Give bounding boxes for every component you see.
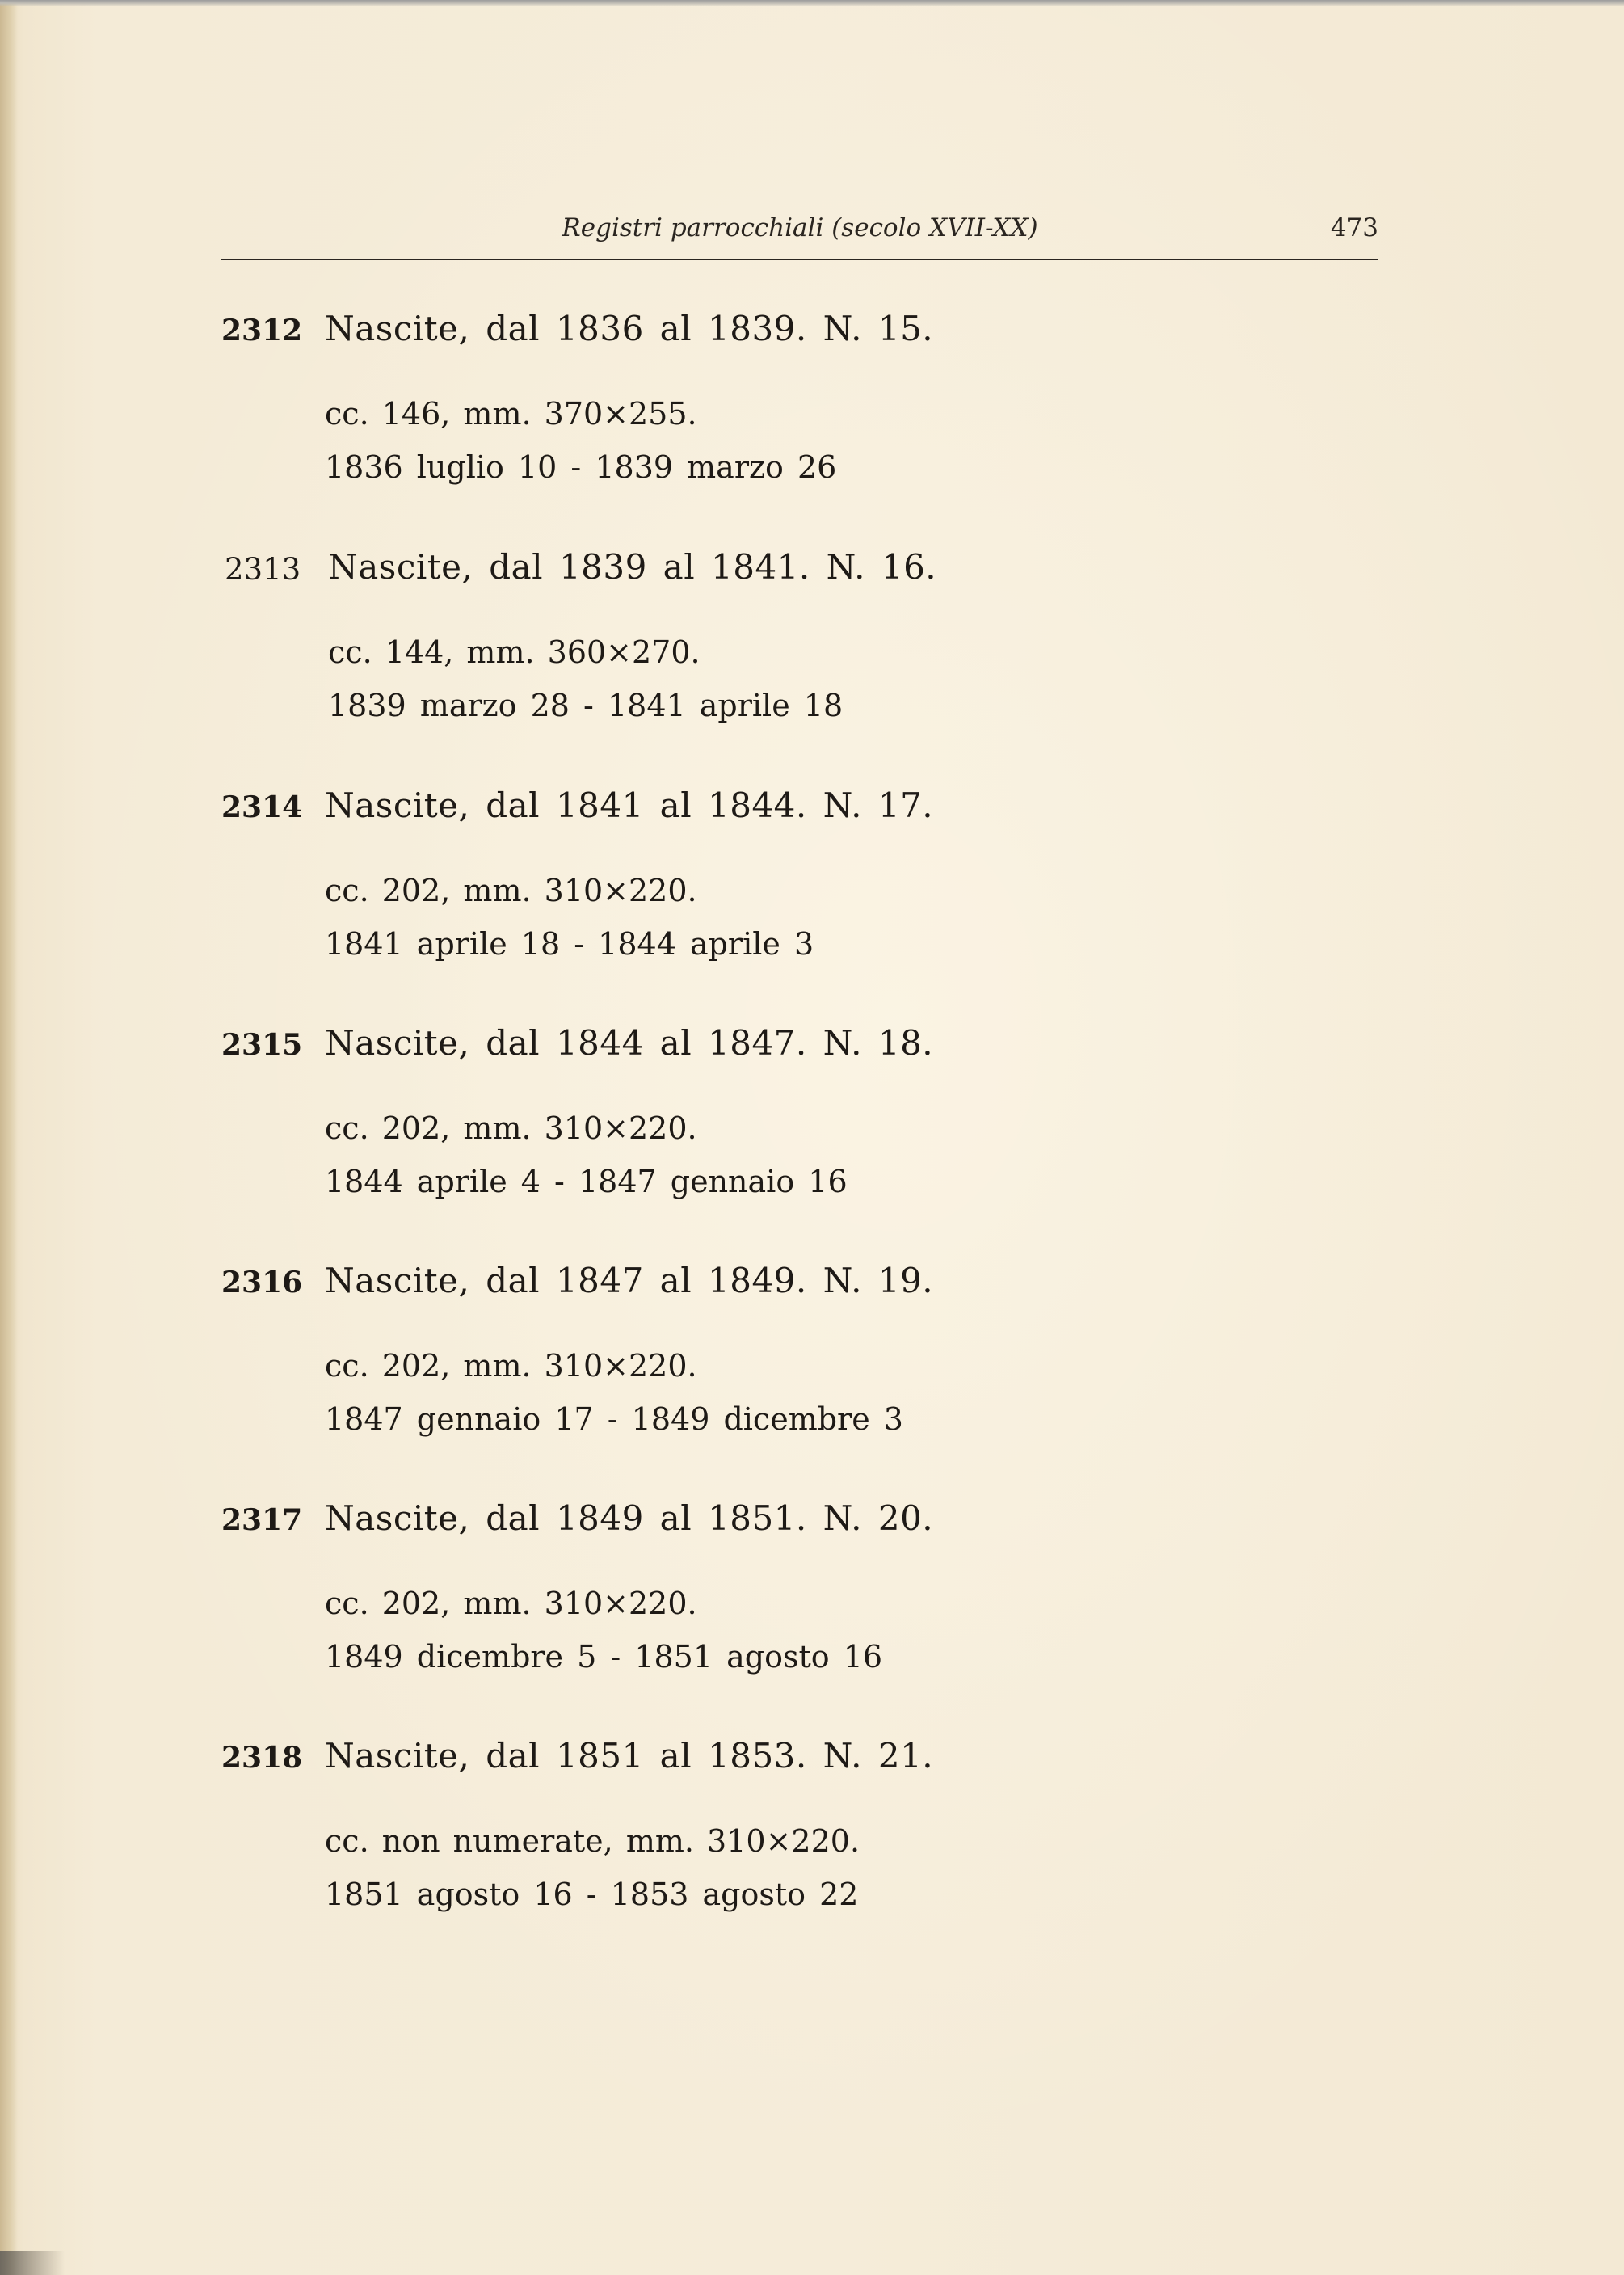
page-bottom-corner: [0, 2251, 65, 2275]
entry-number: 2315: [221, 1028, 303, 1062]
entry-title: Nascite, dal 1839 al 1841. N. 16.: [328, 547, 937, 587]
entry-dates: 1851 agosto 16 - 1853 agosto 22: [325, 1877, 859, 1912]
page-number: 473: [1330, 213, 1378, 242]
running-header: [221, 213, 1378, 260]
entry-dates: 1849 dicembre 5 - 1851 agosto 16: [325, 1639, 883, 1675]
page-gutter-shadow: [0, 0, 18, 2275]
entry-description: cc. non numerate, mm. 310×220.: [325, 1823, 860, 1859]
entry-title: Nascite, dal 1844 al 1847. N. 18.: [325, 1023, 934, 1063]
running-header-title: Registri parrocchiali (secolo XVII-XX): [562, 213, 1038, 242]
entry-dates: 1836 luglio 10 - 1839 marzo 26: [325, 449, 837, 485]
entry-description: cc. 202, mm. 310×220.: [325, 1110, 697, 1146]
entry-description: cc. 202, mm. 310×220.: [325, 1348, 697, 1384]
entry-description: cc. 144, mm. 360×270.: [328, 634, 701, 670]
entry-dates: 1841 aprile 18 - 1844 aprile 3: [325, 926, 814, 962]
entry-description: cc. 146, mm. 370×255.: [325, 396, 697, 432]
entry-title: Nascite, dal 1836 al 1839. N. 15.: [325, 309, 934, 348]
page-top-edge: [0, 0, 1624, 6]
entry-title: Nascite, dal 1851 al 1853. N. 21.: [325, 1736, 934, 1776]
entry-number: 2316: [221, 1266, 303, 1300]
entry-dates: 1839 marzo 28 - 1841 aprile 18: [328, 688, 844, 723]
entry-title: Nascite, dal 1841 al 1844. N. 17.: [325, 786, 934, 825]
entry-number: 2318: [221, 1741, 303, 1775]
entry-number: 2314: [221, 790, 303, 824]
entry-dates: 1844 aprile 4 - 1847 gennaio 16: [325, 1164, 848, 1199]
entry-title: Nascite, dal 1849 al 1851. N. 20.: [325, 1498, 934, 1538]
entry-description: cc. 202, mm. 310×220.: [325, 873, 697, 908]
entry-title: Nascite, dal 1847 al 1849. N. 19.: [325, 1261, 934, 1300]
entry-dates: 1847 gennaio 17 - 1849 dicembre 3: [325, 1401, 903, 1437]
entry-number: 2312: [221, 314, 303, 348]
entry-description: cc. 202, mm. 310×220.: [325, 1586, 697, 1621]
entry-number: 2313: [225, 552, 301, 587]
entry-number: 2317: [221, 1503, 303, 1537]
